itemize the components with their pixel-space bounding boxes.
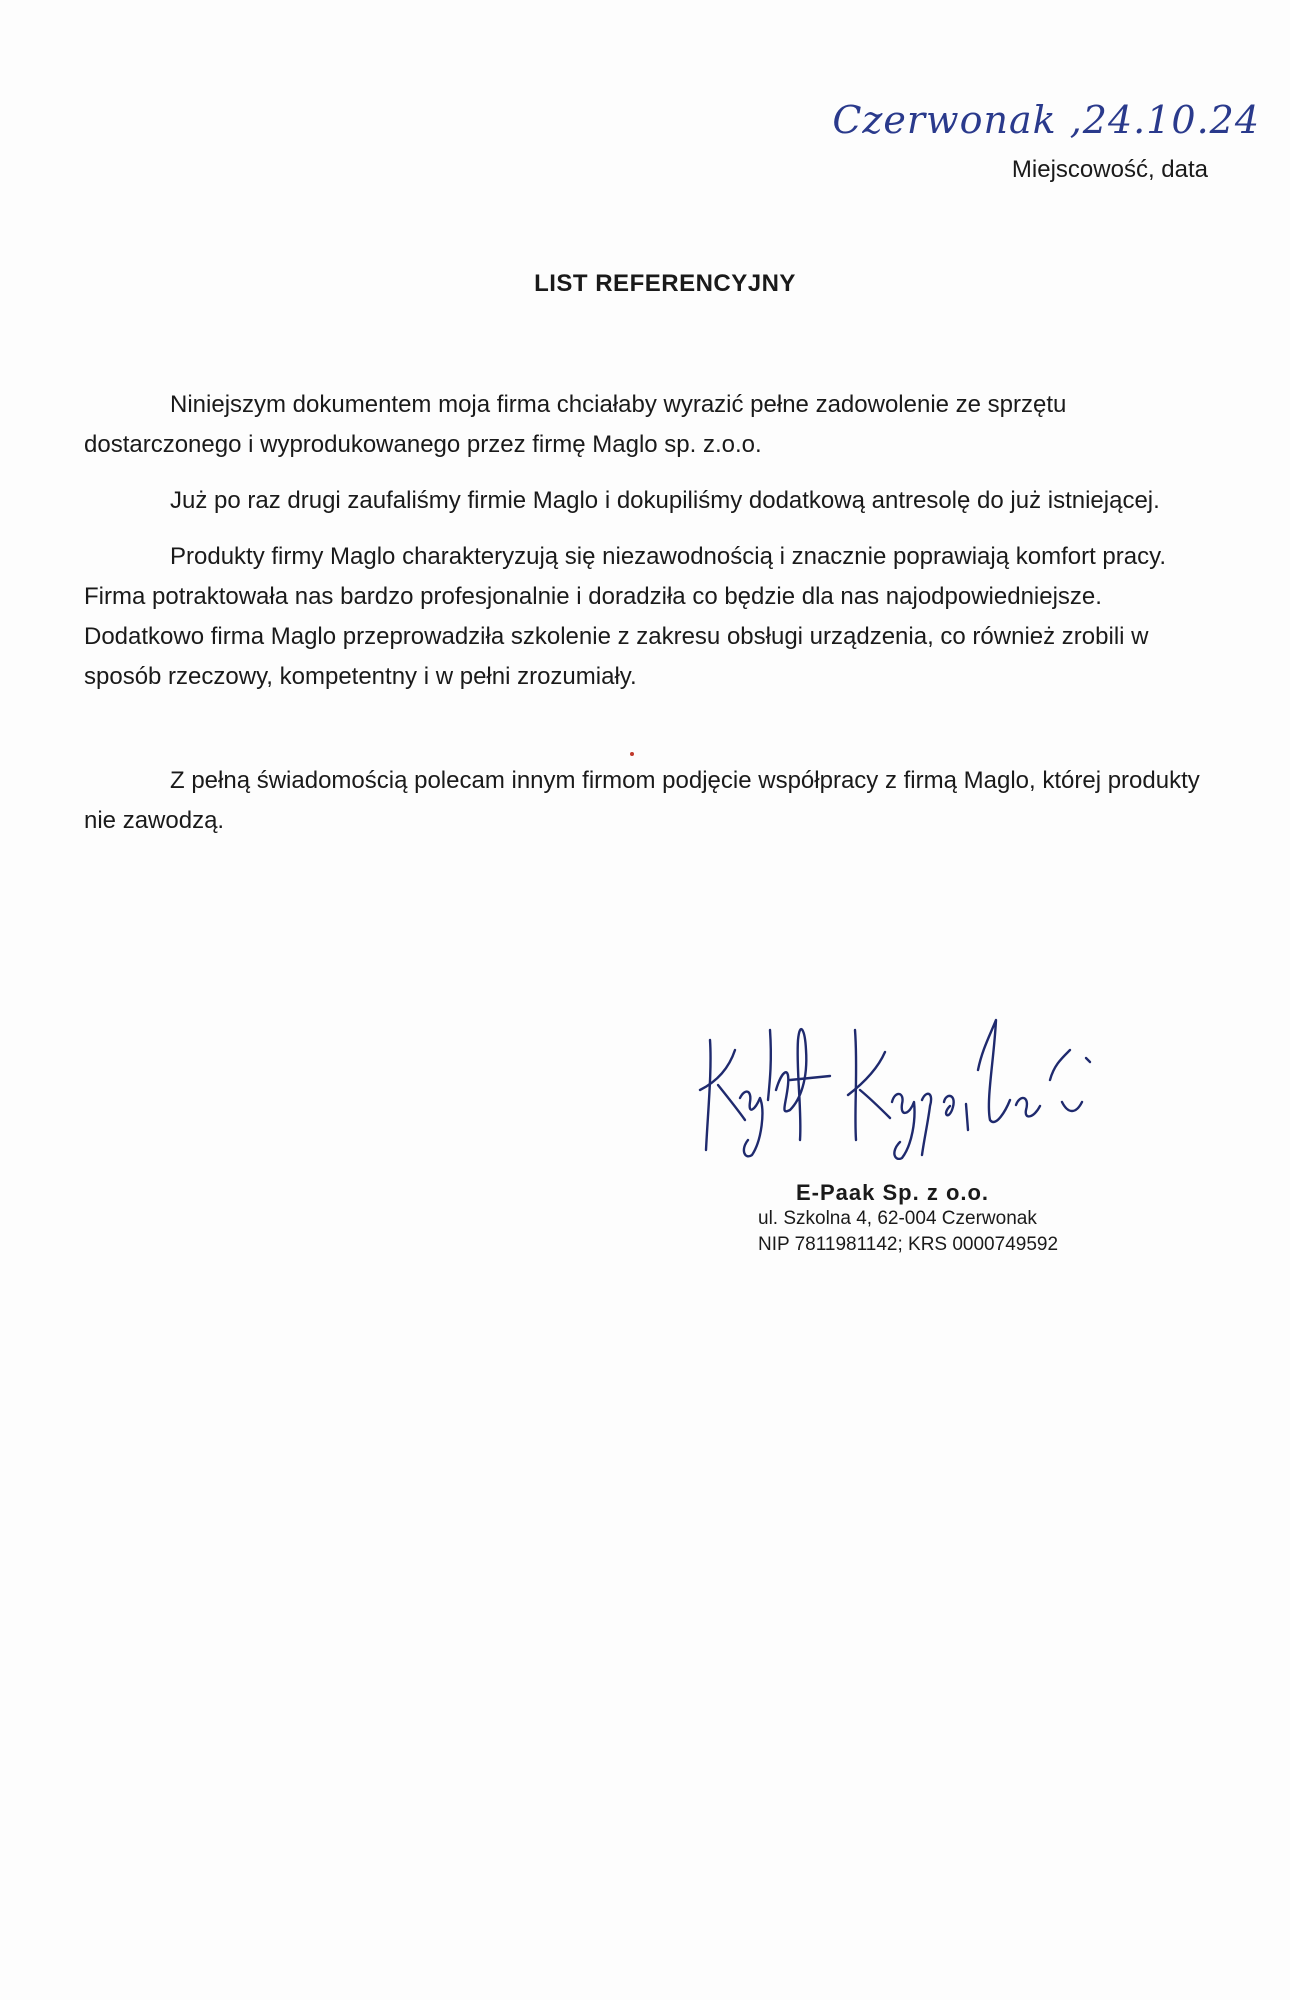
handwritten-place-date: Czerwonak ,24.10.24 bbox=[832, 98, 1260, 142]
paragraph: Już po raz drugi zaufaliśmy firmie Maglo i dokupiliśmy dodatkową antresolę do już istniejącej. bbox=[170, 487, 1160, 514]
ink-dot bbox=[630, 752, 634, 756]
handwritten-signature bbox=[690, 1010, 1150, 1160]
stamp-registry: NIP 7811981142; KRS 0000749592 bbox=[758, 1234, 1059, 1255]
paragraph: Niniejszym dokumentem moja firma chciałaby wyrazić pełne zadowolenie ze sprzętu dostarczonego i wyprodukowanego przez firmę Maglo sp. z.o.o. bbox=[84, 391, 1067, 458]
stamp-company-name: E-Paak Sp. z o.o. bbox=[796, 1180, 990, 1205]
letter-body bbox=[84, 385, 1204, 857]
document-title: LIST REFERENCYJNY bbox=[534, 270, 796, 297]
company-stamp bbox=[758, 1180, 1058, 1258]
place-date-label: Miejscowość, data bbox=[1011, 156, 1208, 183]
stamp-address: ul. Szkolna 4, 62-004 Czerwonak bbox=[758, 1208, 1037, 1229]
closing-paragraph: Z pełną świadomością polecam innym firmom podjęcie współpracy z firmą Maglo, której produkty nie zawodzą. bbox=[84, 767, 1200, 834]
paragraph: Produkty firmy Maglo charakteryzują się niezawodnością i znacznie poprawiają komfort pracy. Firma potraktowała nas bardzo profesjonalnie i doradziła co będzie dla nas najodpowiedniejsze. Dodatkowo firma Maglo przeprowadziła szkolenie z zakresu obsługi urządzenia, co również zrobili w sposób rzeczowy, kompetentny i w pełni zrozumiały. bbox=[84, 543, 1166, 690]
